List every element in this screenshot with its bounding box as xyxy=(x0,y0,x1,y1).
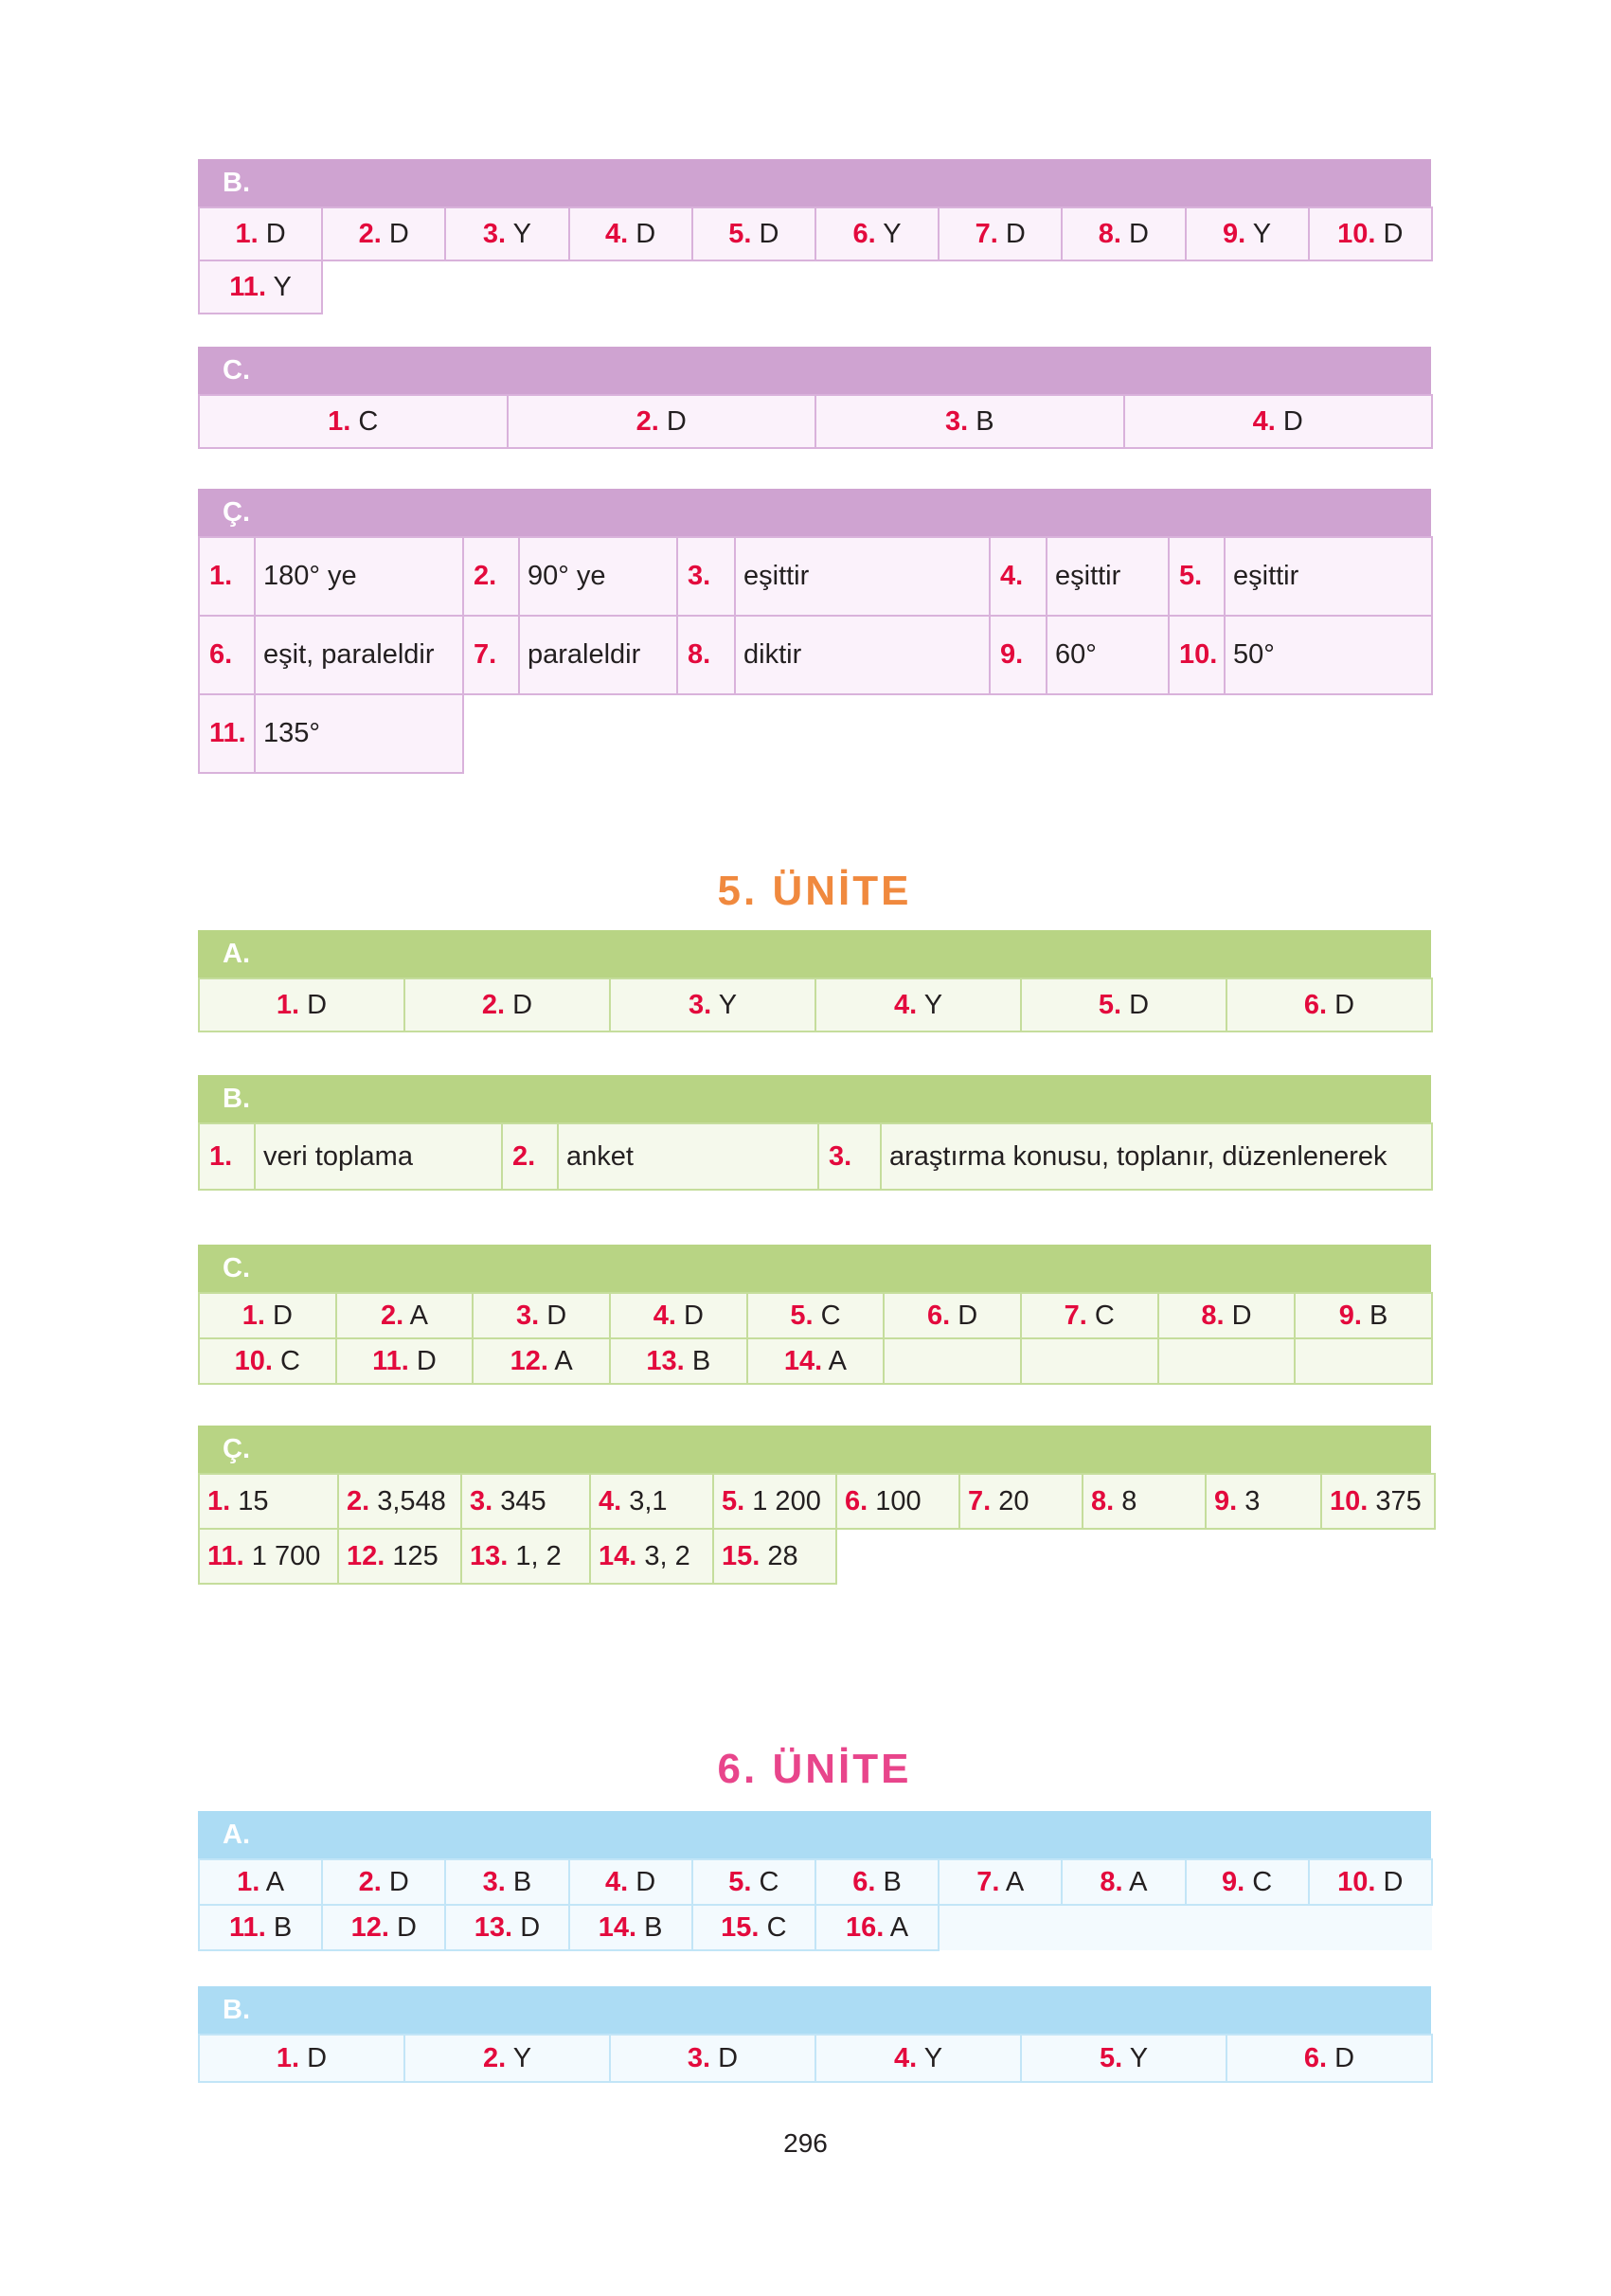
answer-text-cell: 90° ye xyxy=(519,537,677,616)
answer-cell xyxy=(610,2035,815,2082)
answer-value: B xyxy=(883,1866,902,1897)
answer-value: A xyxy=(265,1866,285,1897)
unit6-section-a xyxy=(198,1811,1431,1951)
unit5-c-row1 xyxy=(199,1293,1432,1338)
answer-cell xyxy=(199,1529,338,1584)
answer-cell xyxy=(199,260,322,314)
answer-number-cell: 10. xyxy=(1169,616,1225,694)
answer-value: D xyxy=(1231,1300,1252,1331)
answer-number: 1. xyxy=(276,989,300,1020)
answer-value: Y xyxy=(512,2042,532,2073)
answer-cell xyxy=(939,207,1062,260)
answer-number: 10. xyxy=(1337,1866,1376,1897)
answer-value: D xyxy=(546,1300,567,1331)
answer-number: 2. xyxy=(347,1485,370,1516)
answer-number: 1. xyxy=(235,218,259,249)
answer-number: 2. xyxy=(481,989,506,1020)
answer-value: D xyxy=(759,218,779,249)
answer-value: A xyxy=(409,1300,428,1331)
answer-cell xyxy=(1321,1474,1435,1529)
section-header: C. xyxy=(198,347,1431,394)
answer-number: 4. xyxy=(1252,405,1276,437)
answer-value: D xyxy=(307,2042,328,2073)
answer-table xyxy=(198,536,1433,774)
section-header: B. xyxy=(198,1986,1431,2034)
answer-value: B xyxy=(273,1911,293,1943)
answer-number: 6. xyxy=(852,1866,876,1897)
answer-value: A xyxy=(889,1911,909,1943)
answer-cell xyxy=(1021,2035,1226,2082)
section-header: Ç. xyxy=(198,1426,1431,1473)
answer-number: 5. xyxy=(728,218,752,249)
answer-number: 10. xyxy=(1337,218,1376,249)
answer-number: 7. xyxy=(1064,1300,1087,1331)
answer-value: D xyxy=(265,218,286,249)
answer-value: D xyxy=(307,989,328,1020)
answer-table xyxy=(198,978,1433,1032)
answer-number: 3. xyxy=(516,1300,540,1331)
answer-value: C xyxy=(759,1866,779,1897)
answer-value: D xyxy=(388,1866,409,1897)
answer-value: Y xyxy=(923,989,943,1020)
answer-value: 3, 2 xyxy=(644,1540,690,1571)
unit4-cc-row1 xyxy=(199,537,1432,616)
answer-number: 4. xyxy=(605,1866,629,1897)
answer-value: 20 xyxy=(998,1485,1029,1516)
answer-cell xyxy=(590,1474,713,1529)
answer-cell xyxy=(322,1905,445,1950)
answer-cell xyxy=(959,1474,1083,1529)
answer-cell xyxy=(404,2035,610,2082)
answer-cell xyxy=(1062,207,1185,260)
answer-text-cell: eşittir xyxy=(1047,537,1169,616)
answer-cell xyxy=(473,1338,610,1384)
answer-value: C xyxy=(1094,1300,1115,1331)
answer-number: 16. xyxy=(845,1911,885,1943)
answer-number: 4. xyxy=(893,2042,918,2073)
unit6-section-b xyxy=(198,1986,1431,2083)
unit5-section-b xyxy=(198,1075,1431,1191)
unit5-b-row1 xyxy=(199,1123,1432,1190)
answer-value: D xyxy=(1129,989,1150,1020)
answer-number: 14. xyxy=(598,1911,637,1943)
answer-number: 13. xyxy=(474,1911,513,1943)
section-header: B. xyxy=(198,1075,1431,1122)
answer-text-cell: eşittir xyxy=(735,537,990,616)
answer-cell xyxy=(473,1293,610,1338)
answer-value: D xyxy=(520,1911,541,1943)
answer-number: 9. xyxy=(1338,1300,1362,1331)
answer-number: 8. xyxy=(1100,1866,1123,1897)
answer-text-cell: 60° xyxy=(1047,616,1169,694)
answer-number: 9. xyxy=(1214,1485,1238,1516)
answer-value: Y xyxy=(1129,2042,1149,2073)
answer-table xyxy=(198,1122,1433,1191)
answer-number: 11. xyxy=(229,271,266,302)
answer-text-cell: paraleldir xyxy=(519,616,677,694)
answer-text-cell: eşittir xyxy=(1225,537,1432,616)
answer-number: 1. xyxy=(207,1485,231,1516)
answer-number: 10. xyxy=(234,1345,273,1376)
answer-text-cell: 180° ye xyxy=(255,537,463,616)
answer-cell xyxy=(1021,978,1226,1031)
answer-table xyxy=(198,2034,1433,2083)
answer-table xyxy=(198,1292,1433,1385)
answer-cell xyxy=(445,1905,568,1950)
answer-value: D xyxy=(272,1300,293,1331)
answer-number: 15. xyxy=(721,1911,760,1943)
answer-table xyxy=(198,394,1433,449)
answer-value: 1 700 xyxy=(251,1540,321,1571)
answer-value: Y xyxy=(1252,218,1272,249)
answer-number: 2. xyxy=(482,2042,507,2073)
answer-number: 8. xyxy=(1098,218,1121,249)
answer-cell xyxy=(713,1529,836,1584)
answer-cell xyxy=(508,395,816,448)
answer-cell xyxy=(815,395,1124,448)
answer-value: 125 xyxy=(392,1540,439,1571)
answer-cell xyxy=(692,1905,815,1950)
answer-number: 3. xyxy=(482,218,507,249)
answer-value: A xyxy=(828,1345,848,1376)
answer-cell xyxy=(1226,2035,1432,2082)
answer-cell xyxy=(939,1859,1062,1905)
answer-cell xyxy=(610,1293,747,1338)
answer-number-cell: 11. xyxy=(199,694,255,773)
answer-text-cell: 50° xyxy=(1225,616,1432,694)
answer-number-cell: 2. xyxy=(502,1123,558,1190)
answer-number: 2. xyxy=(358,218,382,249)
answer-cell xyxy=(1309,1859,1432,1905)
answer-value: C xyxy=(280,1345,300,1376)
answer-text-cell: 135° xyxy=(255,694,463,773)
answer-number: 13. xyxy=(646,1345,685,1376)
answer-value: C xyxy=(820,1300,841,1331)
answer-cell xyxy=(336,1338,474,1384)
answer-table xyxy=(198,1473,1436,1585)
answer-number-cell: 9. xyxy=(990,616,1047,694)
empty-cell xyxy=(1021,1338,1158,1384)
answer-cell xyxy=(445,207,568,260)
answer-number: 14. xyxy=(599,1540,637,1571)
answer-number-cell: 3. xyxy=(818,1123,881,1190)
answer-cell xyxy=(884,1293,1021,1338)
answer-cell xyxy=(569,1905,692,1950)
answer-cell xyxy=(199,207,322,260)
answer-number: 15. xyxy=(722,1540,761,1571)
answer-value: C xyxy=(358,405,379,437)
answer-number: 9. xyxy=(1221,1866,1245,1897)
answer-number-cell: 1. xyxy=(199,1123,255,1190)
answer-number: 3. xyxy=(482,1866,506,1897)
answer-value: 1 200 xyxy=(752,1485,821,1516)
answer-cell xyxy=(1124,395,1433,448)
answer-value: D xyxy=(416,1345,437,1376)
answer-number: 9. xyxy=(1223,218,1246,249)
answer-text-cell: diktir xyxy=(735,616,990,694)
answer-cell xyxy=(336,1293,474,1338)
section-header: A. xyxy=(198,1811,1431,1858)
answer-number: 4. xyxy=(605,218,629,249)
answer-number: 11. xyxy=(372,1345,409,1376)
answer-value: B xyxy=(1369,1300,1388,1331)
empty-cell xyxy=(1158,1338,1296,1384)
answer-value: D xyxy=(1129,218,1149,249)
unit4-cc-row3 xyxy=(199,694,1432,773)
answer-cell xyxy=(713,1474,836,1529)
unit5-cc-row1 xyxy=(199,1474,1435,1529)
answer-number: 5. xyxy=(1099,2042,1123,2073)
answer-cell xyxy=(1083,1474,1206,1529)
answer-number: 3. xyxy=(687,2042,711,2073)
unit6-a-row2 xyxy=(199,1905,1432,1950)
answer-number-cell: 1. xyxy=(199,537,255,616)
answer-cell xyxy=(1021,1293,1158,1338)
answer-cell xyxy=(1295,1293,1432,1338)
answer-value: D xyxy=(388,218,409,249)
answer-number: 2. xyxy=(358,1866,382,1897)
answer-value: D xyxy=(635,218,656,249)
unit5-title: 5. ÜNİTE xyxy=(717,868,912,914)
answer-cell xyxy=(815,2035,1021,2082)
answer-cell xyxy=(1206,1474,1321,1529)
answer-value: D xyxy=(1334,989,1355,1020)
answer-cell xyxy=(747,1293,885,1338)
answer-cell xyxy=(199,1338,336,1384)
unit4-section-cc xyxy=(198,489,1431,774)
answer-number: 6. xyxy=(1303,2042,1328,2073)
answer-number: 13. xyxy=(470,1540,509,1571)
answer-cell xyxy=(692,207,815,260)
answer-number: 7. xyxy=(976,1866,1000,1897)
answer-value: D xyxy=(666,405,687,437)
answer-cell xyxy=(461,1474,590,1529)
answer-value: Y xyxy=(718,989,738,1020)
answer-number: 10. xyxy=(1330,1485,1369,1516)
answer-cell xyxy=(199,1474,338,1529)
answer-number: 7. xyxy=(968,1485,992,1516)
answer-number: 3. xyxy=(944,405,969,437)
answer-text-cell: eşit, paraleldir xyxy=(255,616,463,694)
answer-cell xyxy=(199,978,404,1031)
unit4-section-b xyxy=(198,159,1431,314)
unit4-b-row2 xyxy=(199,260,1432,314)
answer-number: 1. xyxy=(276,2042,300,2073)
answer-cell xyxy=(1186,1859,1309,1905)
answer-cell xyxy=(569,1859,692,1905)
answer-number: 6. xyxy=(927,1300,951,1331)
answer-cell xyxy=(747,1338,885,1384)
section-header: A. xyxy=(198,930,1431,978)
answer-value: A xyxy=(1129,1866,1148,1897)
answer-number: 2. xyxy=(380,1300,404,1331)
section-header: Ç. xyxy=(198,489,1431,536)
answer-number: 12. xyxy=(350,1911,389,1943)
answer-cell xyxy=(461,1529,590,1584)
answer-value: Y xyxy=(512,218,531,249)
answer-value: 3,1 xyxy=(629,1485,668,1516)
answer-value: 8 xyxy=(1121,1485,1137,1516)
answer-value: D xyxy=(718,2042,739,2073)
answer-cell xyxy=(445,1859,568,1905)
unit5-section-cc xyxy=(198,1426,1431,1585)
answer-number: 5. xyxy=(728,1866,752,1897)
answer-number: 6. xyxy=(852,218,876,249)
answer-cell xyxy=(610,1338,747,1384)
answer-value: 15 xyxy=(238,1485,269,1516)
answer-cell xyxy=(569,207,692,260)
unit5-cc-row2 xyxy=(199,1529,1435,1584)
answer-number: 14. xyxy=(783,1345,823,1376)
answer-value: C xyxy=(766,1911,787,1943)
answer-value: B xyxy=(644,1911,663,1943)
answer-cell xyxy=(836,1474,959,1529)
answer-number-cell: 8. xyxy=(677,616,735,694)
section-header: B. xyxy=(198,159,1431,206)
answer-value: D xyxy=(1334,2042,1355,2073)
answer-cell xyxy=(199,2035,404,2082)
answer-cell xyxy=(199,1293,336,1338)
unit6-b-row1 xyxy=(199,2035,1432,2082)
answer-number: 8. xyxy=(1091,1485,1115,1516)
answer-value: D xyxy=(635,1866,656,1897)
answer-cell xyxy=(199,1905,322,1950)
answer-number: 5. xyxy=(790,1300,814,1331)
answer-cell xyxy=(1309,207,1432,260)
answer-number: 7. xyxy=(975,218,998,249)
answer-cell xyxy=(322,207,445,260)
section-header: C. xyxy=(198,1245,1431,1292)
empty-cell xyxy=(1295,1338,1432,1384)
answer-cell xyxy=(1062,1859,1185,1905)
answer-cell xyxy=(1158,1293,1296,1338)
answer-number: 4. xyxy=(893,989,918,1020)
answer-value: 375 xyxy=(1375,1485,1422,1516)
answer-number-cell: 3. xyxy=(677,537,735,616)
answer-number: 3. xyxy=(688,989,712,1020)
unit6-a-row1 xyxy=(199,1859,1432,1905)
answer-value: B xyxy=(512,1866,532,1897)
answer-cell xyxy=(815,1859,939,1905)
unit4-b-row1 xyxy=(199,207,1432,260)
answer-value: B xyxy=(691,1345,711,1376)
unit5-section-a xyxy=(198,930,1431,1032)
answer-value: Y xyxy=(923,2042,943,2073)
answer-text-cell: araştırma konusu, toplanır, düzenlenerek xyxy=(881,1123,1432,1190)
answer-value: Y xyxy=(883,218,902,249)
answer-value: C xyxy=(1252,1866,1273,1897)
answer-number: 4. xyxy=(599,1485,622,1516)
answer-cell xyxy=(404,978,610,1031)
answer-number-cell: 4. xyxy=(990,537,1047,616)
unit5-section-c xyxy=(198,1245,1431,1385)
answer-number: 5. xyxy=(1098,989,1122,1020)
answer-number: 3. xyxy=(470,1485,493,1516)
answer-number: 6. xyxy=(845,1485,868,1516)
answer-number-cell: 7. xyxy=(463,616,519,694)
answer-cell xyxy=(199,1859,322,1905)
page-number: 296 xyxy=(783,2128,828,2158)
answer-cell xyxy=(590,1529,713,1584)
empty-cell xyxy=(939,1905,1432,1950)
answer-number-cell: 2. xyxy=(463,537,519,616)
answer-text-cell: anket xyxy=(558,1123,818,1190)
answer-value: 28 xyxy=(767,1540,798,1571)
answer-value: D xyxy=(958,1300,978,1331)
answer-cell xyxy=(199,395,508,448)
answer-number-cell: 5. xyxy=(1169,537,1225,616)
answer-cell xyxy=(692,1859,815,1905)
answer-value: D xyxy=(397,1911,417,1943)
answer-value: 100 xyxy=(875,1485,922,1516)
answer-value: D xyxy=(683,1300,704,1331)
answer-number: 6. xyxy=(1303,989,1328,1020)
answer-number: 1. xyxy=(328,405,351,437)
answer-value: A xyxy=(1005,1866,1025,1897)
answer-table xyxy=(198,206,1433,314)
answer-number: 11. xyxy=(229,1911,266,1943)
answer-number-cell: 6. xyxy=(199,616,255,694)
unit4-section-c xyxy=(198,347,1431,449)
answer-value: A xyxy=(554,1345,573,1376)
answer-number: 8. xyxy=(1201,1300,1225,1331)
empty-cell xyxy=(884,1338,1021,1384)
answer-number: 11. xyxy=(207,1540,244,1571)
answer-table xyxy=(198,1858,1433,1951)
unit6-title: 6. ÜNİTE xyxy=(717,1746,912,1792)
unit5-a-row1 xyxy=(199,978,1432,1031)
unit5-c-row2 xyxy=(199,1338,1432,1384)
answer-number: 5. xyxy=(722,1485,745,1516)
answer-value: D xyxy=(1383,1866,1404,1897)
answer-cell xyxy=(815,978,1021,1031)
answer-cell xyxy=(815,207,939,260)
answer-cell xyxy=(815,1905,939,1950)
answer-value: D xyxy=(1383,218,1404,249)
answer-value: 3 xyxy=(1244,1485,1261,1516)
unit4-c-row1 xyxy=(199,395,1432,448)
answer-cell xyxy=(1226,978,1432,1031)
answer-cell xyxy=(338,1529,461,1584)
answer-value: D xyxy=(512,989,533,1020)
answer-value: B xyxy=(976,405,994,437)
answer-number: 1. xyxy=(237,1866,260,1897)
answer-number: 4. xyxy=(653,1300,676,1331)
answer-value: D xyxy=(1282,405,1303,437)
answer-cell xyxy=(1186,207,1309,260)
answer-cell xyxy=(322,1859,445,1905)
answer-value: 1, 2 xyxy=(515,1540,562,1571)
answer-value: 3,548 xyxy=(377,1485,446,1516)
answer-text-cell: veri toplama xyxy=(255,1123,502,1190)
answer-number: 12. xyxy=(510,1345,548,1376)
answer-value: 345 xyxy=(500,1485,546,1516)
answer-number: 12. xyxy=(347,1540,385,1571)
answer-cell xyxy=(338,1474,461,1529)
unit4-cc-row2 xyxy=(199,616,1432,694)
answer-number: 2. xyxy=(635,405,659,437)
answer-cell xyxy=(610,978,815,1031)
answer-value: D xyxy=(1005,218,1026,249)
answer-value: Y xyxy=(273,271,292,302)
answer-number: 1. xyxy=(242,1300,265,1331)
